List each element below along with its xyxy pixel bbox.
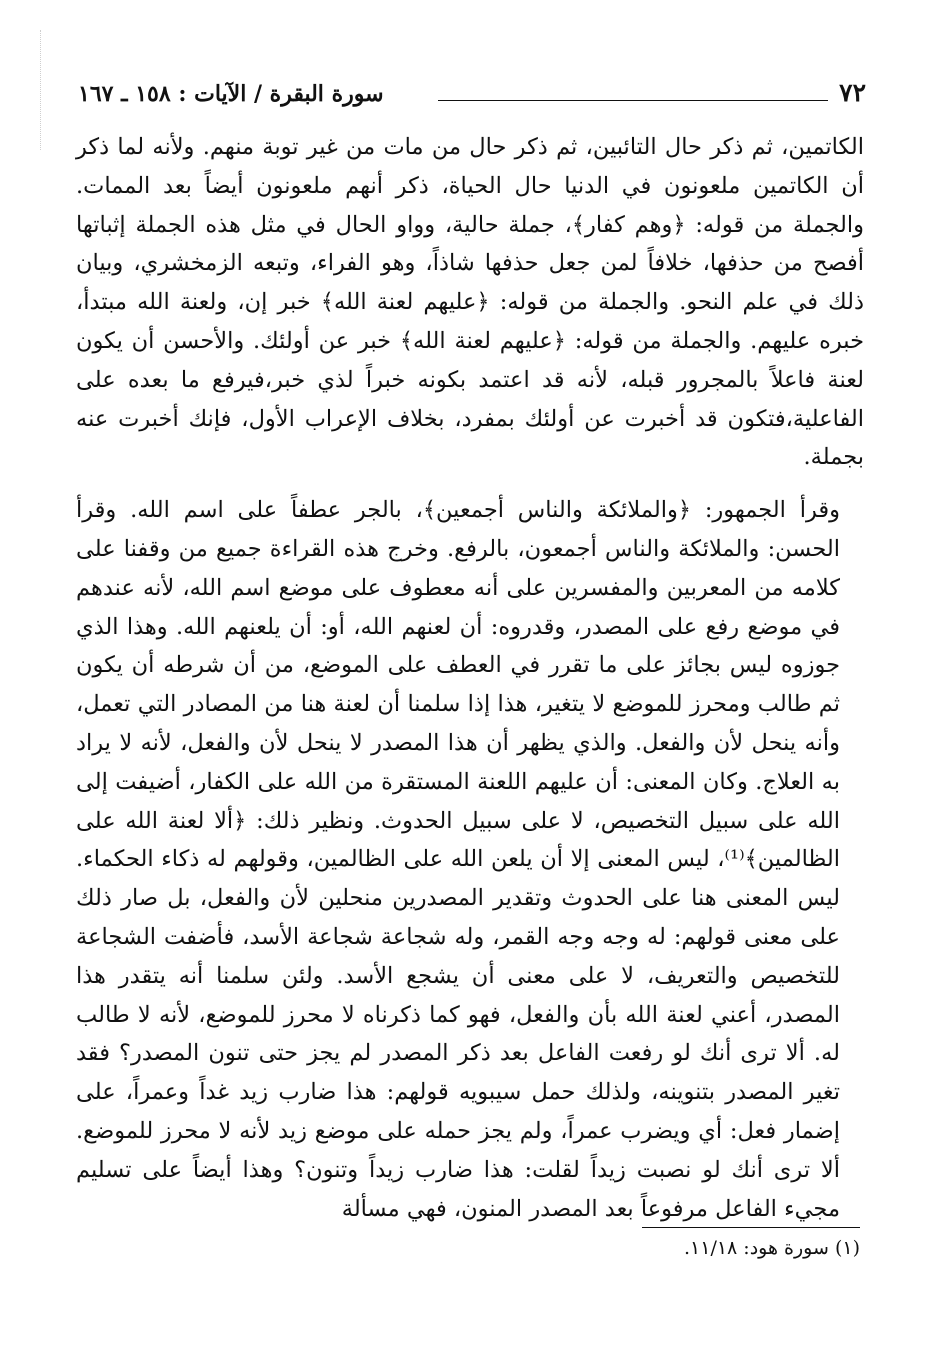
page-header [78, 80, 866, 114]
page-number: ٧٢ [839, 78, 866, 107]
main-text [76, 128, 864, 1228]
paragraph-1: الكاتمين، ثم ذكر حال التائبين، ثم ذكر حال من مات من غير توبة منهم. ولأنه لما ذكر أن الكاتمين ملعونون في الدنيا حال الحياة، ذكر أنهم ملعونون أيضاً بعد الممات. والجملة من قوله: ﴿وهم كفار﴾، جملة حالية، وواو الحال في مثل هذه الجملة إثباتها أفصح من حذفها، خلافاً لمن جعل حذفها شاذاً، وهو الفراء، وتبعه الزمخشري، وبيان ذلك في علم النحو. والجملة من قوله: ﴿عليهم لعنة الله﴾ خبر إن، ولعنة الله مبتدأ، خبره عليهم. والجملة من قوله: ﴿عليهم لعنة الله﴾ خبر عن أولئك. والأحسن أن يكون لعنة فاعلاً بالمجرور قبله، لأنه قد اعتمد بكونه خبراً لذي خبر،فيرفع ما بعده على الفاعلية،فتكون قد أخبرت عن أولئك بمفرد، بخلاف الإعراب الأول، فإنك أخبرت عنه بجملة. [76, 134, 864, 471]
footnote: (١) سورة هود: ١١/١٨. [683, 1237, 860, 1259]
scan-margin-mark [40, 30, 42, 150]
paragraph-2: وقرأ الجمهور: ﴿والملائكة والناس أجمعين﴾، بالجر عطفاً على اسم الله. وقرأ الحسن: والملائكة والناس أجمعون، بالرفع. وخرج هذه القراءة جميع من وقفنا على كلامه من المعربين والمفسرين على أنه معطوف على موضع اسم الله، لأنه عندهم في موضع رفع على المصدر، وقدروه: أن لعنهم الله، أو: أن يلعنهم الله. وهذا الذي جوزوه ليس بجائز على ما تقرر في العطف على الموضع، من أن شرطه أن يكون ثم طالب ومحرز للموضع لا يتغير، هذا إذا سلمنا أن لعنة هنا من المصادر التي تعمل، وأنه ينحل لأن والفعل. والذي يظهر أن هذا المصدر لا ينحل لأن والفعل، لأنه لا يراد به العلاج. وكان المعنى: أن عليهم اللعنة المستقرة من الله على الكفار، أضيفت إلى الله على سبيل التخصيص، لا على سبيل الحدوث. ونظير ذلك: ﴿ألا لعنة الله على الظالمين﴾⁽¹⁾، ليس المعنى إلا أن يلعن الله على الظالمين، وقولهم له ذكاء الحكماء. ليس المعنى هنا على الحدوث وتقدير المصدرين منحلين لأن والفعل، بل صار ذلك على معنى قولهم: له وجه وجه القمر، وله شجاعة شجاعة الأسد، فأضفت الشجاعة للتخصيص والتعريف، لا على معنى أن يشجع الأسد. ولئن سلمنا أنه يتقدر هذا المصدر، أعني لعنة الله بأن والفعل، فهو كما ذكرناه لا محرز للموضع، لأنه لا طالب له. ألا ترى أنك لو رفعت الفاعل بعد ذكر المصدر لم يجز حتى تنون المصدر؟ فقد تغير المصدر بتنوينه، ولذلك حمل سيبويه قولهم: هذا ضارب زيد غداً وعمراً، على إضمار فعل: أي ويضرب عمراً، ولم يجز حمله على موضع زيد لأنه لا محرز للموضع. ألا ترى أنك لو نصبت زيداً لقلت: هذا ضارب زيداً وتنون؟ وهذا أيضاً على تسليم مجيء الفاعل مرفوعاً بعد المصدر المنون، فهي مسألة [76, 497, 840, 1222]
header-rule [438, 100, 828, 101]
footnote-rule [642, 1227, 860, 1228]
running-title: سورة البقرة / الآيات : ١٥٨ ـ ١٦٧ [78, 81, 384, 107]
